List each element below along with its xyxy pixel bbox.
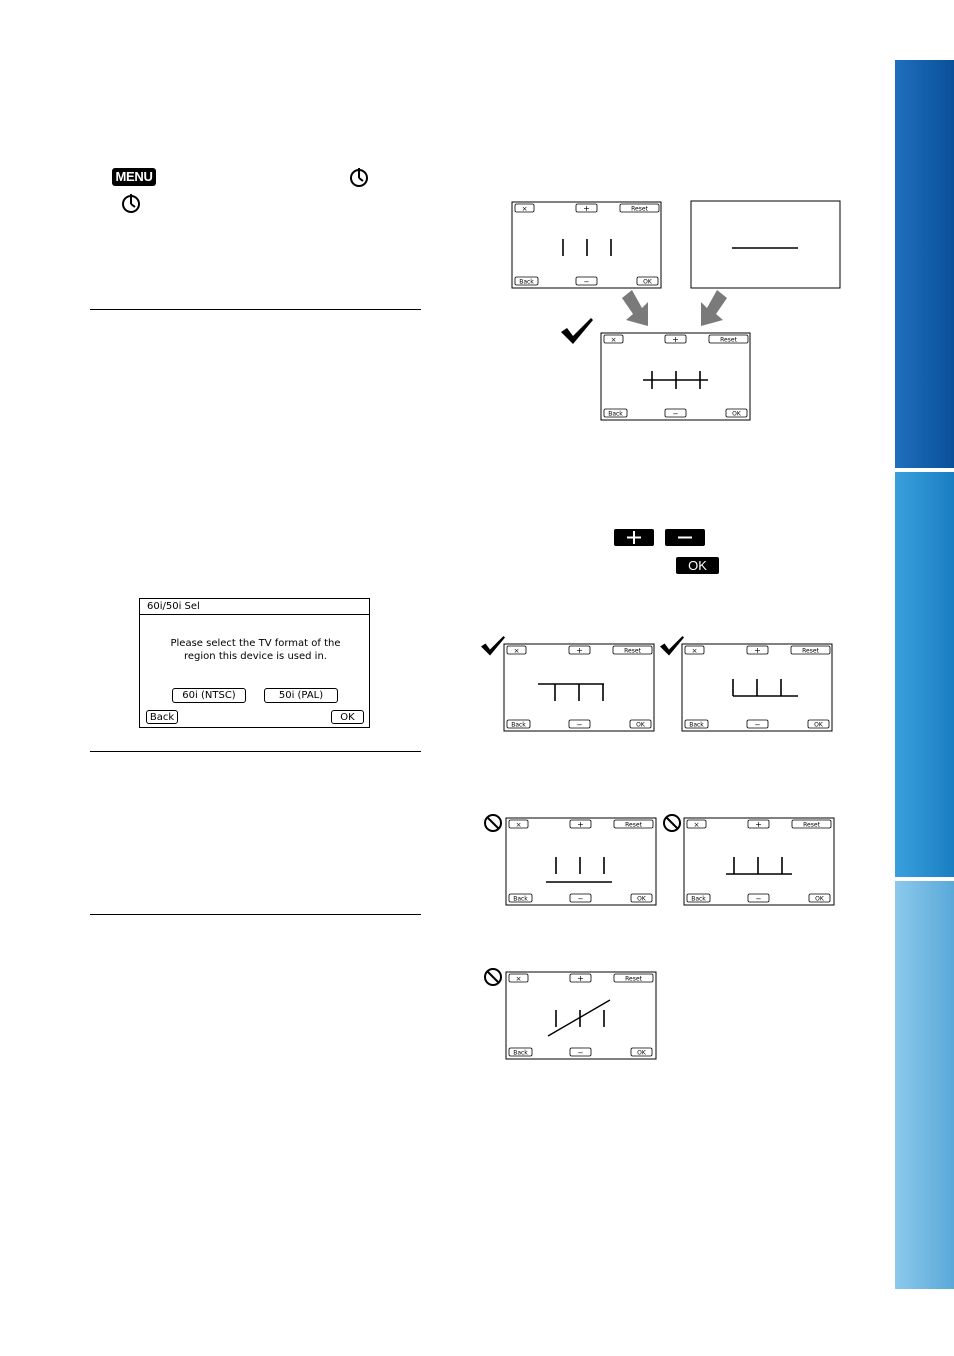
ntsc-option-button[interactable]: 60i (NTSC) bbox=[172, 688, 246, 703]
pal-option-button[interactable]: 50i (PAL) bbox=[264, 688, 338, 703]
arrow-icon bbox=[622, 290, 727, 326]
reset-label: Reset bbox=[802, 647, 819, 655]
back-label: Back bbox=[689, 721, 704, 729]
back-label: Back bbox=[511, 721, 526, 729]
reset-label: Reset bbox=[720, 336, 737, 344]
dialog-message bbox=[150, 637, 361, 663]
reset-label: Reset bbox=[803, 821, 820, 829]
close-icon: × bbox=[691, 647, 698, 655]
minus-label: − bbox=[576, 721, 583, 729]
calibration-screen bbox=[512, 202, 661, 288]
clock-icon bbox=[120, 192, 142, 214]
calibration-screen bbox=[682, 644, 832, 731]
dialog-title: 60i/50i Sel bbox=[140, 599, 369, 615]
ok-label: OK bbox=[643, 278, 652, 286]
side-tab-middle[interactable] bbox=[895, 472, 954, 877]
plus-label: + bbox=[672, 335, 679, 344]
close-icon: × bbox=[610, 336, 617, 344]
check-icon bbox=[660, 636, 684, 656]
calibration-screen bbox=[504, 644, 654, 731]
minus-label: − bbox=[672, 410, 679, 418]
calibration-screen bbox=[601, 333, 750, 420]
calibration-diagrams bbox=[470, 190, 860, 1070]
side-tab-bottom[interactable] bbox=[895, 881, 954, 1289]
dialog-message-line: Please select the TV format of the bbox=[170, 638, 341, 649]
back-label: Back bbox=[519, 278, 534, 286]
reset-label: Reset bbox=[631, 205, 648, 213]
ok-label: OK bbox=[815, 895, 824, 903]
plus-label: + bbox=[577, 974, 584, 983]
ok-button[interactable]: OK bbox=[331, 710, 364, 724]
close-icon: × bbox=[513, 647, 520, 655]
minus-label: − bbox=[754, 721, 761, 729]
back-label: Back bbox=[513, 895, 528, 903]
back-label: Back bbox=[608, 410, 623, 418]
section-divider bbox=[90, 309, 421, 310]
minus-label: − bbox=[583, 278, 590, 286]
plus-label: + bbox=[576, 646, 583, 655]
calibration-screen bbox=[684, 818, 834, 905]
side-tab-top[interactable] bbox=[895, 60, 954, 468]
back-label: Back bbox=[513, 1049, 528, 1057]
section-divider bbox=[90, 914, 421, 915]
ok-label: OK bbox=[636, 721, 645, 729]
prohibited-icon bbox=[664, 815, 680, 831]
minus-label: − bbox=[755, 895, 762, 903]
plus-label: + bbox=[583, 204, 590, 213]
line-screen bbox=[691, 201, 840, 288]
check-icon bbox=[481, 636, 505, 656]
ok-label: OK bbox=[732, 410, 741, 418]
dialog-message-line: region this device is used in. bbox=[184, 651, 327, 662]
close-icon: × bbox=[693, 821, 700, 829]
reset-label: Reset bbox=[625, 821, 642, 829]
menu-button-icon: MENU bbox=[112, 168, 156, 186]
ok-label: OK bbox=[637, 895, 646, 903]
prohibited-icon bbox=[485, 815, 501, 831]
calibration-screen bbox=[506, 972, 656, 1059]
plus-label: + bbox=[754, 646, 761, 655]
back-label: Back bbox=[691, 895, 706, 903]
ok-icon: OK bbox=[676, 557, 719, 574]
reset-label: Reset bbox=[624, 647, 641, 655]
close-icon: × bbox=[515, 821, 522, 829]
ok-label: OK bbox=[637, 1049, 646, 1057]
ok-label: OK bbox=[814, 721, 823, 729]
tv-format-dialog bbox=[139, 598, 370, 728]
close-icon: × bbox=[515, 975, 522, 983]
plus-label: + bbox=[577, 820, 584, 829]
section-divider bbox=[90, 751, 421, 752]
check-icon bbox=[561, 318, 593, 344]
prohibited-icon bbox=[485, 969, 501, 985]
reset-label: Reset bbox=[625, 975, 642, 983]
close-icon: × bbox=[521, 205, 528, 213]
plus-label: + bbox=[755, 820, 762, 829]
clock-icon bbox=[348, 166, 370, 188]
back-button[interactable]: Back bbox=[146, 710, 178, 724]
minus-label: − bbox=[577, 895, 584, 903]
calibration-screen bbox=[506, 818, 656, 905]
minus-label: − bbox=[577, 1049, 584, 1057]
